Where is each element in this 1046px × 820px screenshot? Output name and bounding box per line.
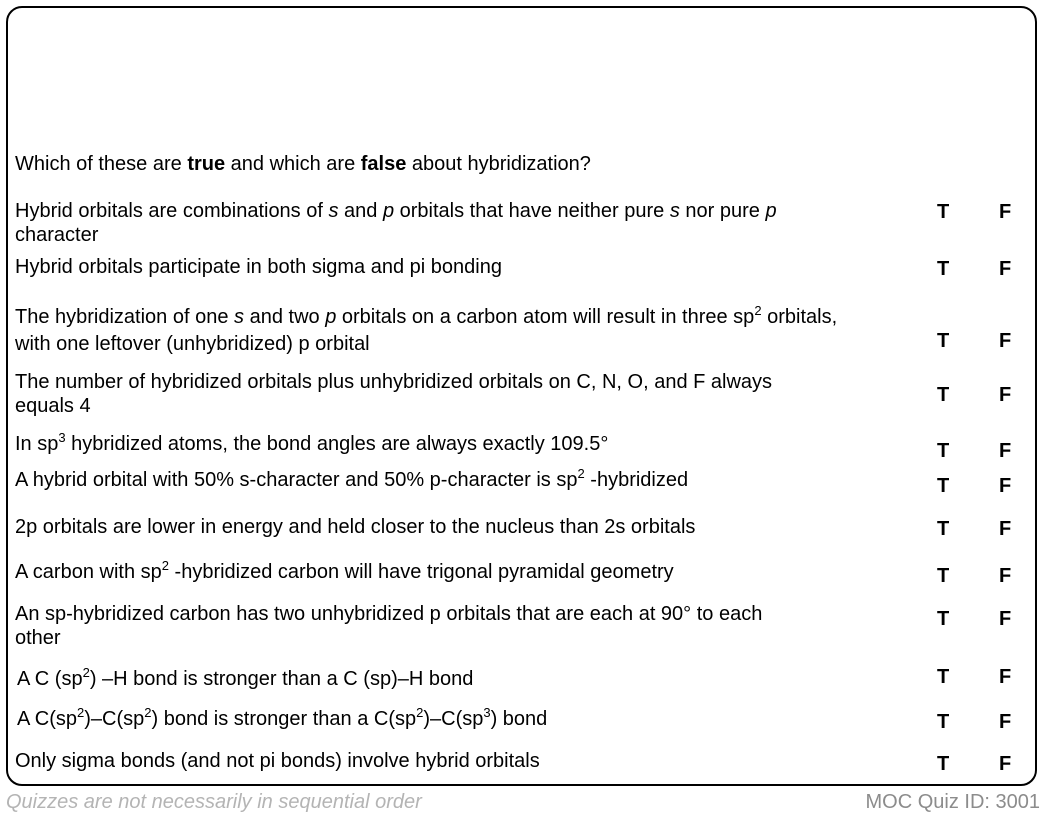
true-button-10[interactable]: T	[937, 666, 950, 688]
question-text: An sp-hybridized carbon has two unhybridized p orbitals that are each at 90° to each	[15, 603, 763, 625]
prompt-false: false	[360, 153, 407, 175]
question-text: with one leftover (unhybridized) p orbital	[15, 333, 370, 355]
superscript: 2	[161, 558, 169, 573]
false-button-12[interactable]: F	[999, 753, 1012, 775]
question-text: Only sigma bonds (and not pi bonds) involve hybrid orbitals	[15, 750, 540, 772]
question-text: and two	[244, 306, 326, 328]
question-text: Hybrid orbitals participate in both sigma and pi bonding	[15, 256, 502, 278]
true-button-6[interactable]: T	[937, 475, 950, 497]
question-6	[15, 468, 925, 492]
question-text: 2p orbitals are lower in energy and held closer to the nucleus than 2s orbitals	[15, 516, 696, 538]
question-2	[15, 255, 925, 279]
false-button-6[interactable]: F	[999, 475, 1012, 497]
question-text: The number of hybridized orbitals plus unhybridized orbitals on C, N, O, and F always	[15, 371, 773, 393]
question-text: ) bond	[490, 708, 548, 730]
question-text: ) –H bond is stronger than a C (sp)–H bond	[89, 668, 474, 690]
false-button-9[interactable]: F	[999, 608, 1012, 630]
superscript: 2	[77, 705, 85, 720]
question-text: nor pure	[679, 200, 766, 222]
question-text: s	[669, 200, 680, 222]
superscript: 2	[577, 466, 585, 481]
true-button-8[interactable]: T	[937, 565, 950, 587]
question-text: -hybridized	[584, 469, 689, 491]
question-11	[17, 707, 927, 731]
superscript: 2	[82, 665, 90, 680]
prompt-text: about hybridization?	[406, 153, 591, 175]
true-button-4[interactable]: T	[937, 384, 950, 406]
question-12	[15, 749, 925, 773]
question-text: other	[15, 627, 61, 649]
true-button-12[interactable]: T	[937, 753, 950, 775]
question-text: p	[325, 306, 337, 328]
true-button-7[interactable]: T	[937, 518, 950, 540]
true-button-5[interactable]: T	[937, 440, 950, 462]
question-text: A carbon with sp	[15, 561, 162, 583]
question-text: character	[15, 224, 99, 246]
question-text: Hybrid orbitals are combinations of	[15, 200, 329, 222]
superscript: 2	[754, 303, 762, 318]
question-text: and	[338, 200, 383, 222]
prompt-text: and which are	[225, 153, 361, 175]
question-text: orbitals on a carbon atom will result in three sp	[336, 306, 755, 328]
question-text: orbitals that have neither pure	[394, 200, 670, 222]
true-button-1[interactable]: T	[937, 201, 950, 223]
question-4	[15, 370, 925, 418]
false-button-7[interactable]: F	[999, 518, 1012, 540]
question-text: A C(sp	[17, 708, 78, 730]
false-button-4[interactable]: F	[999, 384, 1012, 406]
question-text: )–C(sp	[84, 708, 145, 730]
question-text: A hybrid orbital with 50% s-character and 50% p-character is sp	[15, 469, 578, 491]
prompt-text: Which of these are	[15, 153, 188, 175]
question-5	[15, 432, 925, 456]
superscript: 3	[483, 705, 491, 720]
true-button-2[interactable]: T	[937, 258, 950, 280]
question-text: s	[328, 200, 339, 222]
question-text: In sp	[15, 433, 59, 455]
question-text: s	[234, 306, 245, 328]
question-text: p	[382, 200, 395, 222]
question-3	[15, 304, 925, 358]
true-button-3[interactable]: T	[937, 330, 950, 352]
question-text: p	[765, 200, 777, 222]
question-text: )–C(sp	[423, 708, 484, 730]
prompt-true: true	[187, 153, 226, 175]
question-8	[15, 560, 925, 584]
question-1	[15, 199, 925, 247]
false-button-5[interactable]: F	[999, 440, 1012, 462]
quiz-id: MOC Quiz ID: 3001	[865, 791, 1040, 813]
footer-note: Quizzes are not necessarily in sequential order	[6, 791, 422, 813]
false-button-3[interactable]: F	[999, 330, 1012, 352]
question-text: ) bond is stronger than a C(sp	[151, 708, 417, 730]
question-text: The hybridization of one	[15, 306, 235, 328]
question-7	[15, 515, 925, 539]
true-button-9[interactable]: T	[937, 608, 950, 630]
superscript: 2	[144, 705, 152, 720]
superscript: 2	[416, 705, 424, 720]
false-button-8[interactable]: F	[999, 565, 1012, 587]
superscript: 3	[58, 430, 66, 445]
true-button-11[interactable]: T	[937, 711, 950, 733]
question-text: orbitals,	[761, 306, 838, 328]
quiz-prompt	[15, 152, 591, 176]
question-text: equals 4	[15, 395, 91, 417]
false-button-1[interactable]: F	[999, 201, 1012, 223]
false-button-10[interactable]: F	[999, 666, 1012, 688]
question-text: hybridized atoms, the bond angles are always exactly 109.5°	[65, 433, 609, 455]
false-button-11[interactable]: F	[999, 711, 1012, 733]
question-10	[17, 667, 927, 691]
question-9	[15, 602, 925, 650]
false-button-2[interactable]: F	[999, 258, 1012, 280]
question-text: -hybridized carbon will have trigonal pyramidal geometry	[168, 561, 674, 583]
question-text: A C (sp	[17, 668, 83, 690]
